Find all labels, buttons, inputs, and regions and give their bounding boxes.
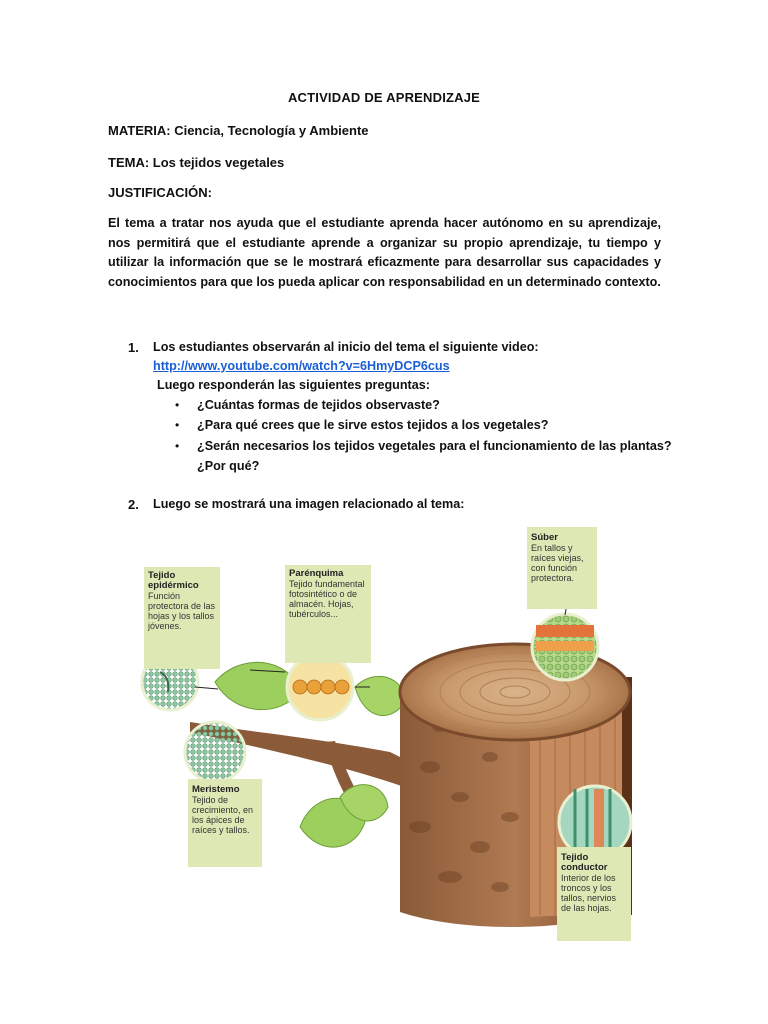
step-2-text: Luego se mostrará una imagen relacionado al tema: <box>153 497 465 511</box>
step-1-number: 1. <box>128 340 139 355</box>
step-2-number: 2. <box>128 497 139 512</box>
label-tejido-epidermico: Tejido epidérmico Función protectora de las hojas y los tallos jóvenes. <box>144 567 220 669</box>
video-link[interactable]: http://www.youtube.com/watch?v=6HmyDCP6cus <box>153 359 450 373</box>
label-tejido-conductor: Tejido conductor Interior de los troncos y los tallos, nervios de las hojas. <box>557 847 631 941</box>
document-title: ACTIVIDAD DE APRENDIZAJE <box>287 90 481 105</box>
label-meristemo: Meristemo Tejido de crecimiento, en los ápices de raíces y tallos. <box>188 779 262 867</box>
question-2: ¿Para qué crees que le sirve estos tejidos a los vegetales? <box>197 418 549 432</box>
plant-tissue-figure <box>130 527 650 937</box>
label-suber: Súber En tallos y raíces viejas, con función protectora. <box>527 527 597 609</box>
question-1: ¿Cuántas formas de tejidos observaste? <box>197 398 440 412</box>
step-1-text: Los estudiantes observarán al inicio del tema el siguiente video: <box>153 340 539 354</box>
materia-line: MATERIA: Ciencia, Tecnología y Ambiente <box>108 123 369 138</box>
question-3-continued: ¿Por qué? <box>197 459 260 473</box>
question-3: ¿Serán necesarios los tejidos vegetales para el funcionamiento de las plantas? <box>197 439 672 453</box>
justificacion-paragraph: El tema a tratar nos ayuda que el estudiante aprenda hacer autónomo en su aprendizaje, nos permitirá que el estudiante aprende a organizar su propio aprendizaje, tu tiempo y utilizar la información que se le mostrará eficazmente para desarrollar sus capacidades y conocimientos para que los pueda aplicar con responsabilidad en un determinado contexto. <box>108 216 661 289</box>
step-1-followup: Luego responderán las siguientes preguntas: <box>157 378 430 392</box>
tema-line: TEMA: Los tejidos vegetales <box>108 155 285 170</box>
bullet-icon: • <box>175 398 180 412</box>
label-parenquima: Parénquima Tejido fundamental fotosintético o de almacén. Hojas, tubérculos... <box>285 565 371 663</box>
bullet-icon: • <box>175 439 180 453</box>
justificacion-heading: JUSTIFICACIÓN: <box>108 185 212 200</box>
bullet-icon: • <box>175 418 180 432</box>
